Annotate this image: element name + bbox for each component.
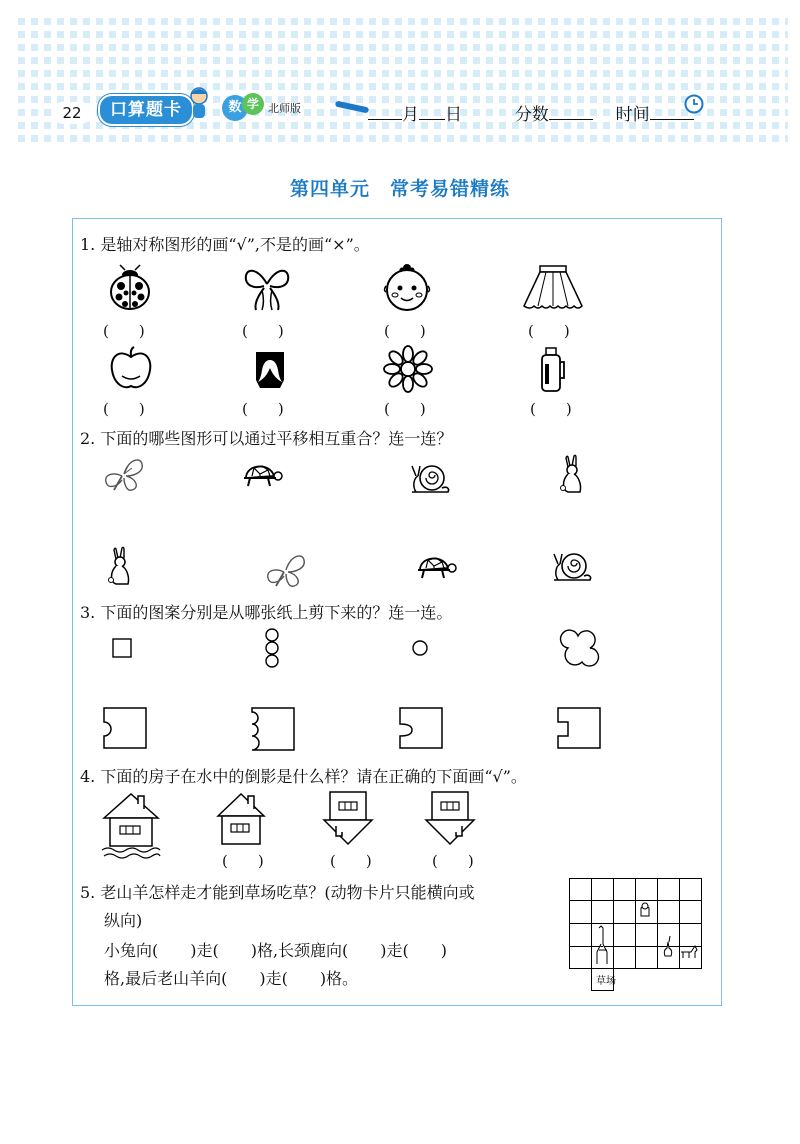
q1-answer-8[interactable]: ( ) [530, 400, 572, 418]
goat-card-icon [641, 903, 649, 916]
paper-b [250, 706, 298, 752]
q5-line3[interactable]: 小兔向( )走( )格,长颈鹿向( )走( ) [104, 941, 448, 960]
subject-badge-2: 学 [242, 93, 264, 115]
q1-answer-2[interactable]: ( ) [242, 322, 284, 340]
score-blank[interactable] [549, 103, 593, 120]
page-header [12, 12, 788, 148]
turtle-figure-bottom [414, 550, 456, 584]
series-logo: 口算题卡 [98, 94, 194, 126]
house-option-c [424, 790, 476, 848]
page-number: 22 [52, 102, 92, 124]
walking-grid [569, 878, 705, 994]
q3-text: 3. 下面的图案分别是从哪张纸上剪下来的？连一连。 [80, 603, 453, 622]
subject-badge-1: 数 [222, 95, 248, 121]
paper-c [398, 706, 446, 750]
black-tile-figure [252, 350, 288, 390]
q5-line4[interactable]: 格,最后老山羊向( )走( )格。 [104, 969, 359, 988]
cutout-three-circles [262, 628, 282, 670]
q4-answer-b[interactable]: ( ) [330, 852, 372, 870]
q4-text: 4. 下面的房子在水中的倒影是什么样？请在正确的下面画“√”。 [80, 767, 527, 786]
snail-figure-bottom [550, 546, 594, 586]
baby-face-figure [382, 262, 432, 312]
q1-answer-7[interactable]: ( ) [384, 400, 426, 418]
house-option-a [216, 790, 266, 846]
animal-card-icon [681, 946, 697, 958]
paper-d [556, 706, 604, 750]
q1-answer-6[interactable]: ( ) [242, 400, 284, 418]
ribbon-knot-figure [242, 266, 292, 312]
turtle-figure-top [240, 458, 282, 492]
score-label: 分数 [514, 105, 549, 125]
rabbit-figure-bottom [104, 546, 134, 588]
q4-answer-c[interactable]: ( ) [432, 852, 474, 870]
cutout-square [112, 638, 134, 660]
q1-answer-5[interactable]: ( ) [103, 400, 145, 418]
edition-label: 北师版 [268, 102, 301, 115]
flower-figure [384, 346, 432, 392]
q1-text: 1. 是轴对称图形的画“√”,不是的画“×”。 [80, 235, 370, 254]
q1-answer-3[interactable]: ( ) [384, 322, 426, 340]
house-option-b [322, 790, 374, 848]
skirt-figure [520, 264, 586, 314]
q2-text: 2. 下面的哪些图形可以通过平移相互重合？连一连？ [80, 429, 453, 448]
paper-a [102, 706, 150, 750]
q1-answer-1[interactable]: ( ) [103, 322, 145, 340]
snail-figure-top [408, 458, 452, 498]
q5-line1: 5. 老山羊怎样走才能到草场吃草？(动物卡片只能横向或 [80, 883, 475, 902]
mascot-icon [186, 86, 212, 120]
thermos-figure [536, 346, 566, 394]
ladybug-figure [106, 264, 154, 312]
cutout-circle [410, 638, 430, 658]
butterfly-figure-bottom [264, 550, 306, 590]
time-label: 时间 [615, 105, 650, 125]
month-blank[interactable] [368, 103, 402, 120]
apple-figure [108, 346, 154, 390]
month-label: 月 [402, 105, 419, 125]
date-score-line [368, 100, 694, 125]
q5-line2: 纵向) [104, 911, 143, 930]
q4-answer-a[interactable]: ( ) [222, 852, 264, 870]
day-blank[interactable] [419, 103, 445, 120]
day-label: 日 [445, 105, 462, 125]
unit-title: 第四单元 常考易错精练 [289, 178, 510, 200]
butterfly-figure-top [102, 454, 144, 494]
clock-icon [684, 94, 704, 114]
cutout-cloud [556, 626, 602, 668]
giraffe-card-icon [597, 926, 607, 964]
grass-label: 草场 [596, 976, 616, 987]
house-original [100, 790, 162, 862]
q1-answer-4[interactable]: ( ) [528, 322, 570, 340]
rabbit-figure-top [556, 454, 586, 496]
